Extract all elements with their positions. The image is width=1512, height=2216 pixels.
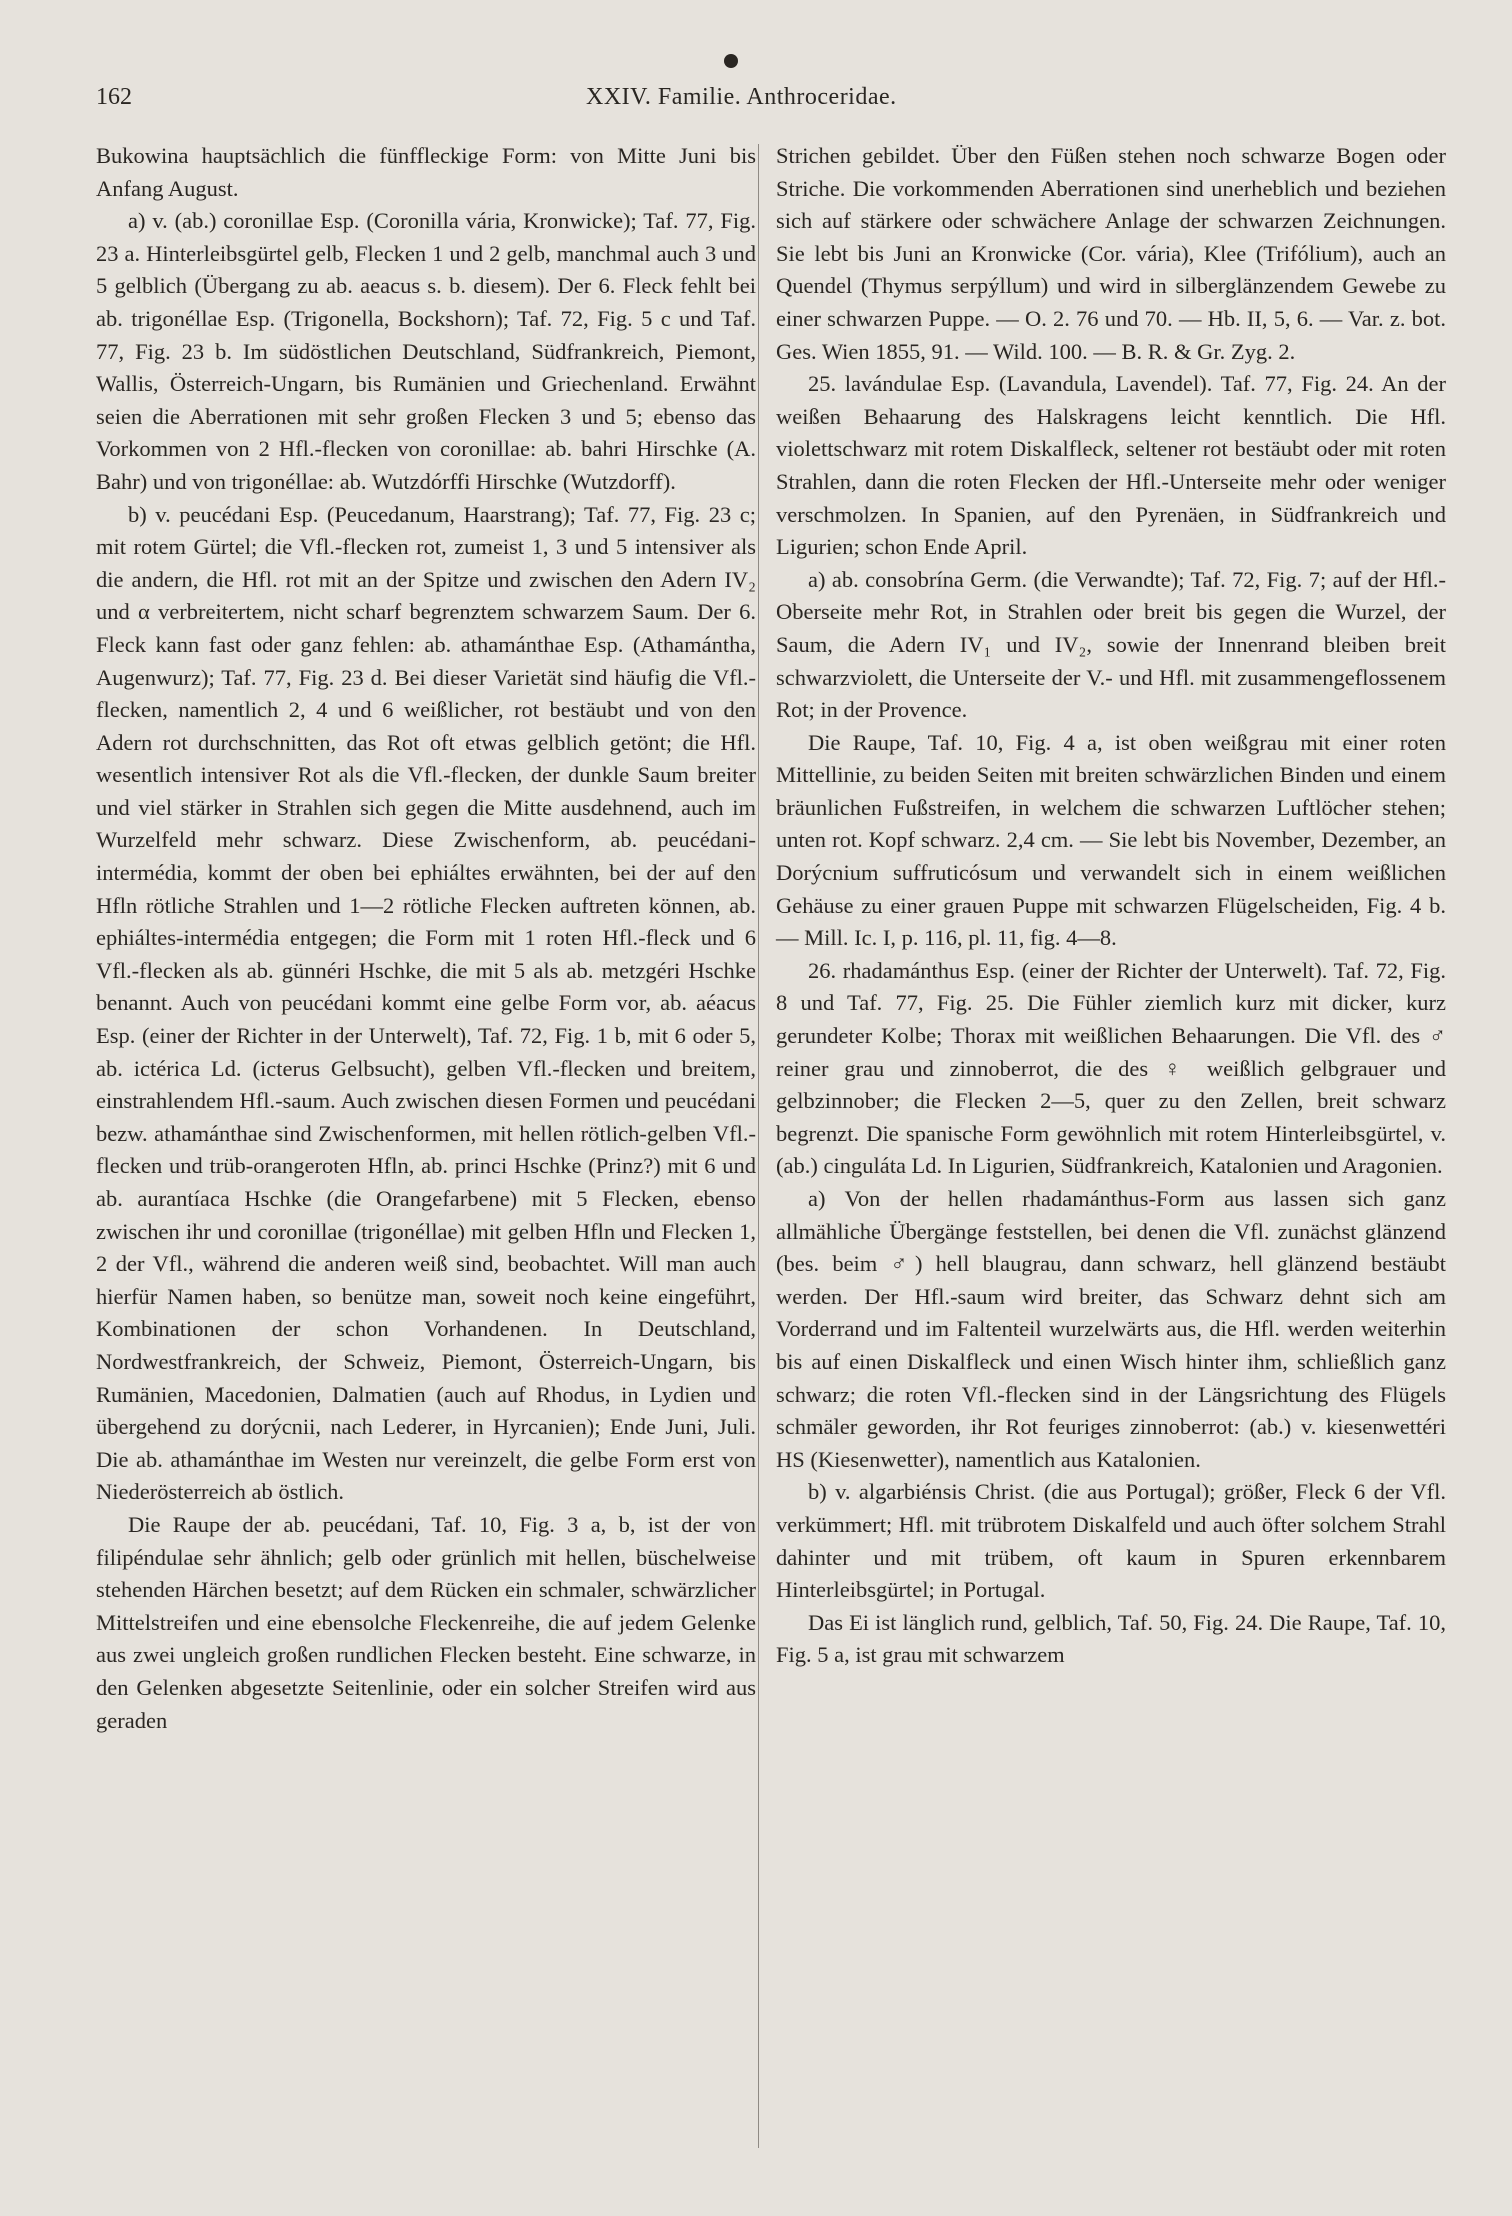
paragraph: 26. rhadamánthus Esp. (einer der Richter der Unterwelt). Taf. 72, Fig. 8 und Taf. 77, Fig. 25. Die Fühler ziemlich kurz mit dicker, kurz gerundeter Kolbe; Thorax mit weißlichen Behaarungen. Die Vfl. des ♂ reiner grau und zinnoberrot, die des ♀ weißlich gelbgrauer und gelbzinnober; die Flecken 2—5, quer zu den Zellen, breit schwarz begrenzt. Die spanische Form gewöhnlich mit rotem Hinterleibsgürtel, v. (ab.) cinguláta Ld. In Ligurien, Südfrankreich, Katalonien und Aragonien.	[776, 957, 1446, 1179]
paragraph: a) Von der hellen rhadamánthus-Form aus lassen sich ganz allmähliche Übergänge feststellen, bei denen die Vfl. zunächst glänzend (bes. beim ♂) hell blaugrau, dann schwarz, hell glänzend bestäubt werden. Der Hfl.-saum wird breiter, das Schwarz dehnt sich am Vorderrand und im Faltenteil wurzelwärts aus, die Hfl. werden weiterhin bis auf einen Diskalfleck und einen Wisch hinter ihm, schließlich ganz schwarz; die roten Vfl.-flecken sind in der Längsrichtung des Flügels schmäler geworden, ihr Rot feuriges zinnoberrot: (ab.) v. kiesenwettéri HS (Kiesenwetter), namentlich aus Katalonien.	[776, 1186, 1446, 1472]
paragraph: Die Raupe, Taf. 10, Fig. 4 a, ist oben weißgrau mit einer roten Mittellinie, zu beiden Seiten mit breiten schwärzlichen Binden und einem bräunlichen Fußstreifen, in welchem die schwarzen Luftlöcher stehen; unten rot. Kopf schwarz. 2,4 cm. — Sie lebt bis November, Dezember, an Dorýcnium suffruticósum und verwandelt sich in einem weißlichen Gehäuse zu einer grauen Puppe mit schwarzen Flügelscheiden, Fig. 4 b. — Mill. Ic. I, p. 116, pl. 11, fig. 4—8.	[776, 729, 1446, 951]
left-column	[96, 140, 756, 1737]
paragraph: 25. lavándulae Esp. (Lavandula, Lavendel). Taf. 77, Fig. 24. An der weißen Behaarung des Halskragens leicht kenntlich. Die Hfl. violettschwarz mit rotem Diskalfleck, seltener rot bestäubt oder mit roten Strahlen, dann die roten Flecken der Hfl.-Unterseite mehr oder weniger verschmolzen. In Spanien, auf den Pyrenäen, in Südfrankreich und Ligurien; schon Ende April.	[776, 371, 1446, 560]
paragraph: b) v. algarbiénsis Christ. (die aus Portugal); größer, Fleck 6 der Vfl. verkümmert; Hfl. mit trübrotem Diskalfeld und auch öfter solchem Strahl dahinter und mit trübem, oft kaum in Spuren erkennbarem Hinterleibsgürtel; in Portugal.	[776, 1479, 1446, 1603]
paragraph: a) ab. consobrína Germ. (die Verwandte); Taf. 72, Fig. 7; auf der Hfl.-Oberseite mehr Rot, in Strahlen oder breit bis gegen die Wurzel, der Saum, die Adern IV₁ und IV₂, sowie der Innenrand bleiben breit schwarzviolett, die Unterseite der V.- und Hfl. mit zusammengeflossenem Rot; in der Provence.	[776, 566, 1446, 723]
paragraph: Strichen gebildet. Über den Füßen stehen noch schwarze Bogen oder Striche. Die vorkommenden Aberrationen sind unerheblich und beziehen sich auf stärkere oder schwächere Anlage der schwarzen Zeichnungen. Sie lebt bis Juni an Kronwicke (Cor. vária), Klee (Trifólium), auch an Quendel (Thymus serpýllum) und wird in silberglänzendem Gewebe zu einer schwarzen Puppe. — O. 2. 76 und 70. — Hb. II, 5, 6. — Var. z. bot. Ges. Wien 1855, 91. — Wild. 100. — B. R. & Gr. Zyg. 2.	[776, 143, 1446, 364]
paragraph: Das Ei ist länglich rund, gelblich, Taf. 50, Fig. 24. Die Raupe, Taf. 10, Fig. 5 a, ist grau mit schwarzem	[776, 1609, 1446, 1668]
ink-dot	[724, 54, 738, 68]
page-number: 162	[96, 84, 132, 110]
paragraph: Bukowina hauptsächlich die fünffleckige Form: von Mitte Juni bis Anfang August.	[96, 143, 756, 201]
column-divider	[758, 144, 759, 2148]
paragraph: Die Raupe der ab. peucédani, Taf. 10, Fig. 3 a, b, ist der von filipéndulae sehr ähnlich; gelb oder grünlich mit hellen, büschelweise stehenden Härchen besetzt; auf dem Rücken ein schmaler, schwärzlicher Mittelstreifen und eine ebensolche Fleckenreihe, die auf jedem Gelenke aus zwei ungleich großen rundlichen Flecken besteht. Eine schwarze, in den Gelenken abgesetzte Seitenlinie, oder ein solcher Streifen wird aus geraden	[96, 1511, 756, 1733]
page-header	[96, 84, 1450, 124]
paragraph: b) v. peucédani Esp. (Peucedanum, Haarstrang); Taf. 77, Fig. 23 c; mit rotem Gürtel; die Vfl.-flecken rot, zumeist 1, 3 und 5 intensiver als die andern, die Hfl. rot mit an der Spitze und zwischen den Adern IV₂ und α verbreitertem, nicht scharf begrenztem schwarzem Saum. Der 6. Fleck kann fast oder ganz fehlen: ab. athamánthae Esp. (Athamántha, Augenwurz); Taf. 77, Fig. 23 d. Bei dieser Varietät sind häufig die Vfl.-flecken, namentlich 2, 4 und 6 weißlicher, rot bestäubt und von den Adern rot durchschnitten, das Rot oft etwas gelblich getönt; die Hfl. wesentlich intensiver Rot als die Vfl.-flecken, der dunkle Saum breiter und viel stärker in Strahlen sich gegen die Mitte ausdehnend, auch im Wurzelfeld mehr schwarz. Diese Zwischenform, ab. peucédani-intermédia, kommt der oben bei ephiáltes erwähnten, bei der auf den Hfln rötliche Strahlen und 1—2 rötliche Flecken auftreten können, ab. ephiáltes-intermédia entgegen; die Form mit 1 roten Hfl.-fleck und 6 Vfl.-flecken als ab. günnéri Hschke, die mit 5 als ab. metzgéri Hschke benannt. Auch von peucédani kommt eine gelbe Form vor, ab. aéacus Esp. (einer der Richter in der Unterwelt), Taf. 72, Fig. 1 b, mit 6 oder 5, ab. ictérica Ld. (icterus Gelbsucht), gelben Vfl.-flecken und breitem, einstrahlendem Hfl.-saum. Auch zwischen diesen Formen und peucédani bezw. athamánthae sind Zwischenformen, mit hellen rötlich-gelben Vfl.-flecken und trüb-orangeroten Hfln, ab. princi Hschke (Prinz?) mit 6 und ab. aurantíaca Hschke (die Orangefarbene) mit 5 Flecken, ebenso zwischen ihr und coronillae (trigonéllae) mit gelben Hfln und Flecken 1, 2 der Vfl., während die anderen weiß sind, beobachtet. Will man auch hierfür Namen haben, so benütze man, soweit noch keine eingeführt, Kombinationen der schon Vorhandenen. In Deutschland, Nordwestfrankreich, der Schweiz, Piemont, Österreich-Ungarn, bis Rumänien, Macedonien, Dalmatien (auch auf Rhodus, in Lydien und übergehend zu dorýcnii, nach Lederer, in Hyrcanien); Ende Juni, Juli. Die ab. athamánthae im Westen nur vereinzelt, die gelbe Form erst von Niederösterreich ab östlich.	[96, 501, 756, 1505]
paragraph: a) v. (ab.) coronillae Esp. (Coronilla vária, Kronwicke); Taf. 77, Fig. 23 a. Hinterleibsgürtel gelb, Flecken 1 und 2 gelb, manchmal auch 3 und 5 gelblich (Übergang zu ab. aeacus s. b. diesem). Der 6. Fleck fehlt bei ab. trigonéllae Esp. (Trigonella, Bockshorn); Taf. 72, Fig. 5 c und Taf. 77, Fig. 23 b. Im südöstlichen Deutschland, Südfrankreich, Piemont, Wallis, Österreich-Ungarn, bis Rumänien und Griechenland. Erwähnt seien die Aberrationen mit sehr großen Flecken 3 und 5; ebenso das Vorkommen von 2 Hfl.-flecken von coronillae: ab. bahri Hirschke (A. Bahr) und von trigonéllae: ab. Wutzdórffi Hirschke (Wutzdorff).	[96, 208, 756, 494]
running-title: XXIV. Familie. Anthroceridae.	[586, 84, 897, 110]
right-column	[776, 140, 1446, 1672]
